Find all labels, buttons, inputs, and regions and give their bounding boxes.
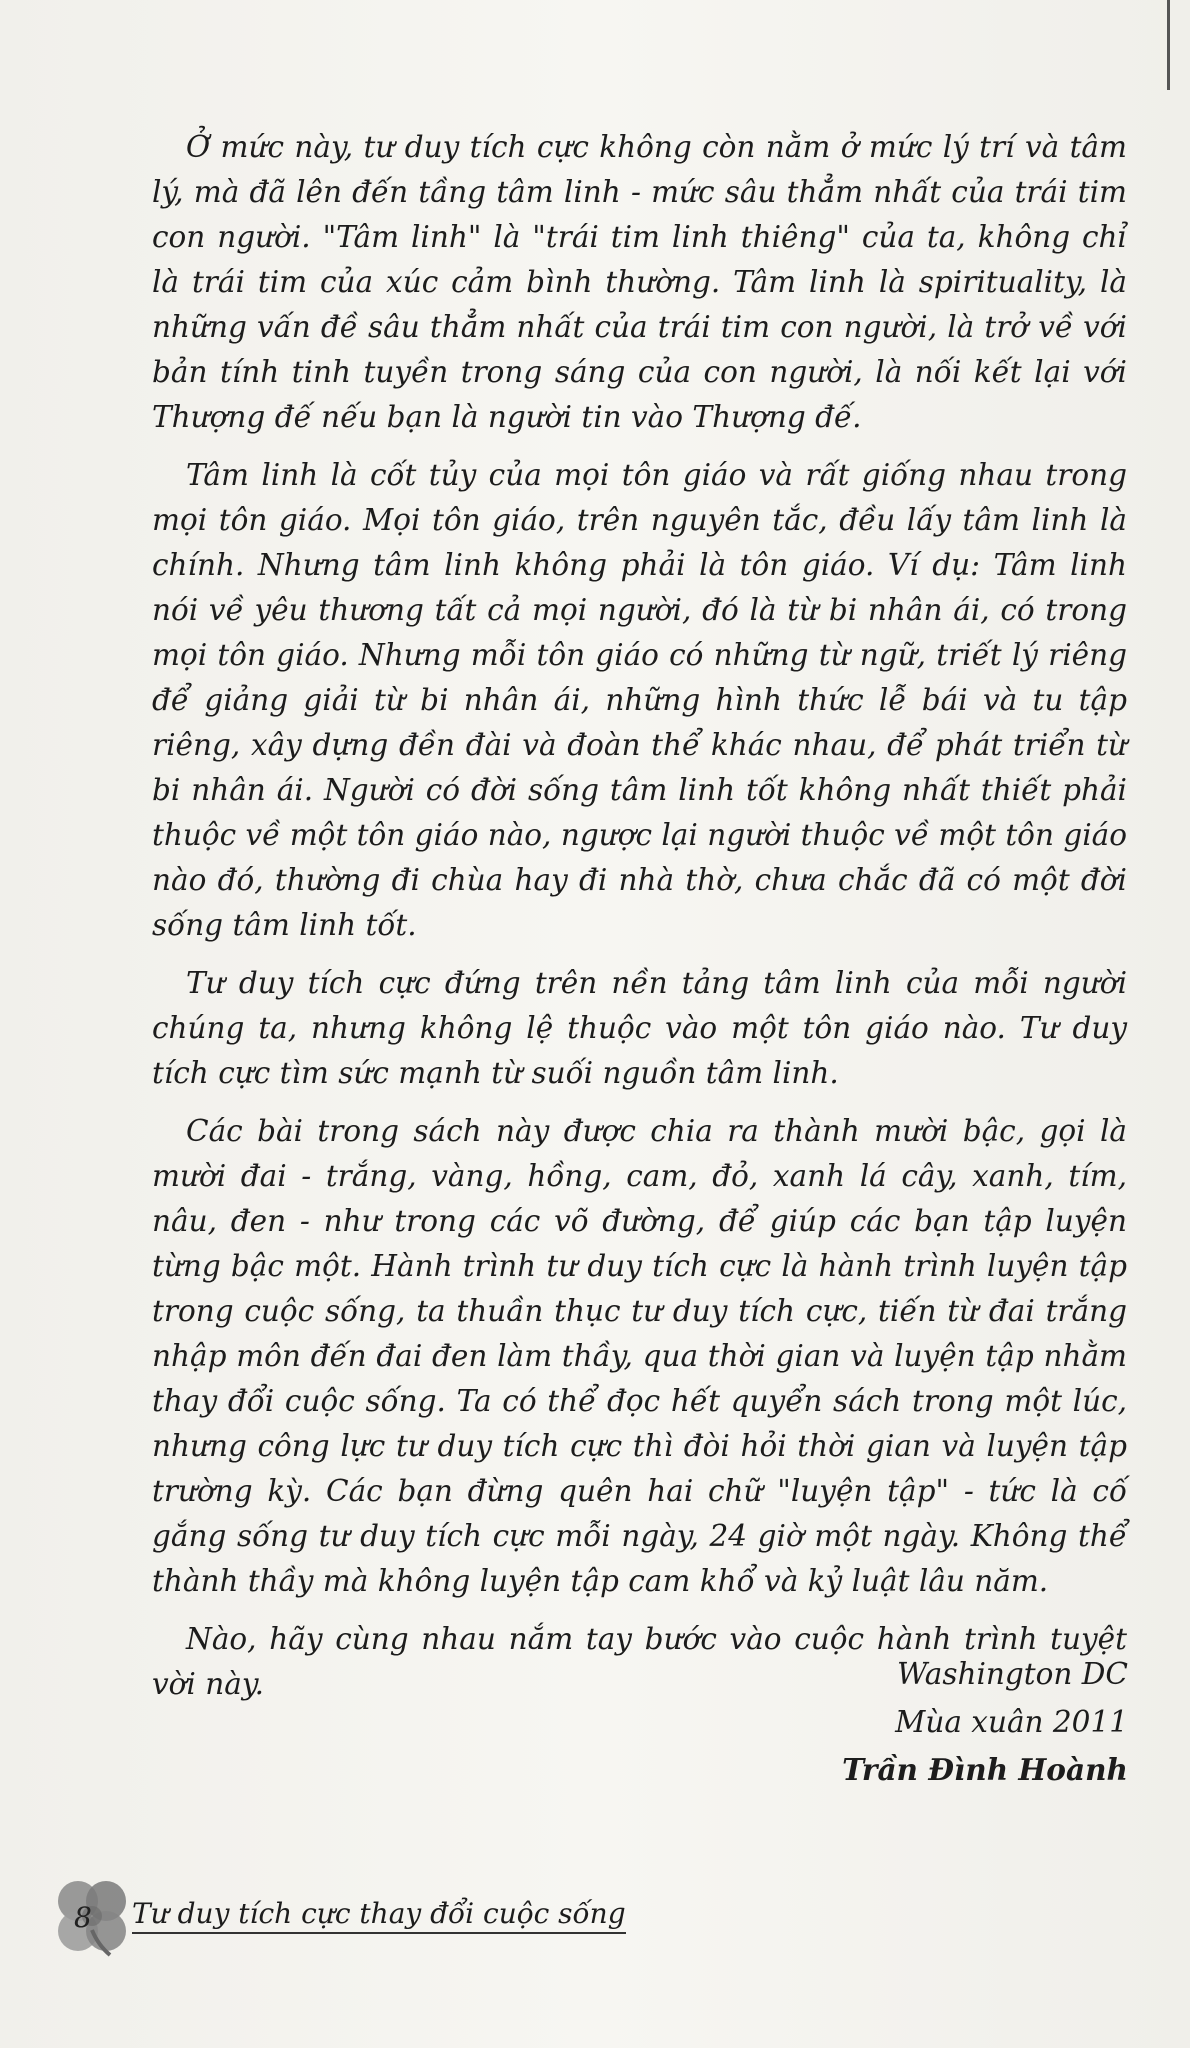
paragraph-4: Các bài trong sách này được chia ra thành mười bậc, gọi là mười đai - trắng, vàng, hồng, cam, đỏ, xanh lá cây, xanh, tím, nâu, đen - như trong các võ đường, để giúp các bạn tập luyện từng bậc một. Hành trình tư duy tích cực là hành trình luyện tập trong cuộc sống, ta thuần thục tư duy tích cực, tiến từ đai trắng nhập môn đến đai đen làm thầy, qua thời gian và luyện tập nhằm thay đổi cuộc sống. Ta có thể đọc hết quyển sách trong một lúc, nhưng công lực tư duy tích cực thì đòi hỏi thời gian và luyện tập trường kỳ. Các bạn đừng quên hai chữ "luyện tập" - tức là cố gắng sống tư duy tích cực mỗi ngày, 24 giờ một ngày. Không thể thành thầy mà không luyện tập cam khổ và kỷ luật lâu năm. (152, 1114, 1127, 1598)
paragraph-1: Ở mức này, tư duy tích cực không còn nằm ở mức lý trí và tâm lý, mà đã lên đến tầng tâm linh - mức sâu thẳm nhất của trái tim con người. "Tâm linh" là "trái tim linh thiêng" của ta, không chỉ là trái tim của xúc cảm bình thường. Tâm linh là spirituality, là những vấn đề sâu thẳm nhất của trái tim con người, là trở về với bản tính tinh tuyền trong sáng của con người, là nối kết lại với Thượng đế nếu bạn là người tin vào Thượng đế. (152, 130, 1127, 434)
page-footer (50, 1875, 650, 1955)
body-text (152, 125, 1127, 1720)
paragraph-3: Tư duy tích cực đứng trên nền tảng tâm linh của mỗi người chúng ta, nhưng không lệ thuộc vào một tôn giáo nào. Tư duy tích cực tìm sức mạnh từ suối nguồn tâm linh. (152, 966, 1127, 1090)
page-number: 8 (74, 1901, 92, 1934)
clover-icon (50, 1875, 135, 1960)
signature-author: Trần Đình Hoành (842, 1752, 1128, 1787)
signature-place: Washington DC (896, 1657, 1128, 1691)
book-title: Tư duy tích cực thay đổi cuộc sống (132, 1897, 626, 1934)
paragraph-5: Nào, hãy cùng nhau nắm tay bước vào cuộc hành trình tuyệt vời này. (152, 1622, 1127, 1701)
page-edge-line (1167, 0, 1170, 90)
signature-date: Mùa xuân 2011 (895, 1705, 1128, 1739)
paragraph-2: Tâm linh là cốt tủy của mọi tôn giáo và rất giống nhau trong mọi tôn giáo. Mọi tôn giáo, trên nguyên tắc, đều lấy tâm linh là chính. Nhưng tâm linh không phải là tôn giáo. Ví dụ: Tâm linh nói về yêu thương tất cả mọi người, đó là từ bi nhân ái, có trong mọi tôn giáo. Nhưng mỗi tôn giáo có những từ ngữ, triết lý riêng để giảng giải từ bi nhân ái, những hình thức lễ bái và tu tập riêng, xây dựng đền đài và đoàn thể khác nhau, để phát triển từ bi nhân ái. Người có đời sống tâm linh tốt không nhất thiết phải thuộc về một tôn giáo nào, ngược lại người thuộc về một tôn giáo nào đó, thường đi chùa hay đi nhà thờ, chưa chắc đã có một đời sống tâm linh tốt. (152, 458, 1127, 942)
signature-block (842, 1650, 1128, 1794)
